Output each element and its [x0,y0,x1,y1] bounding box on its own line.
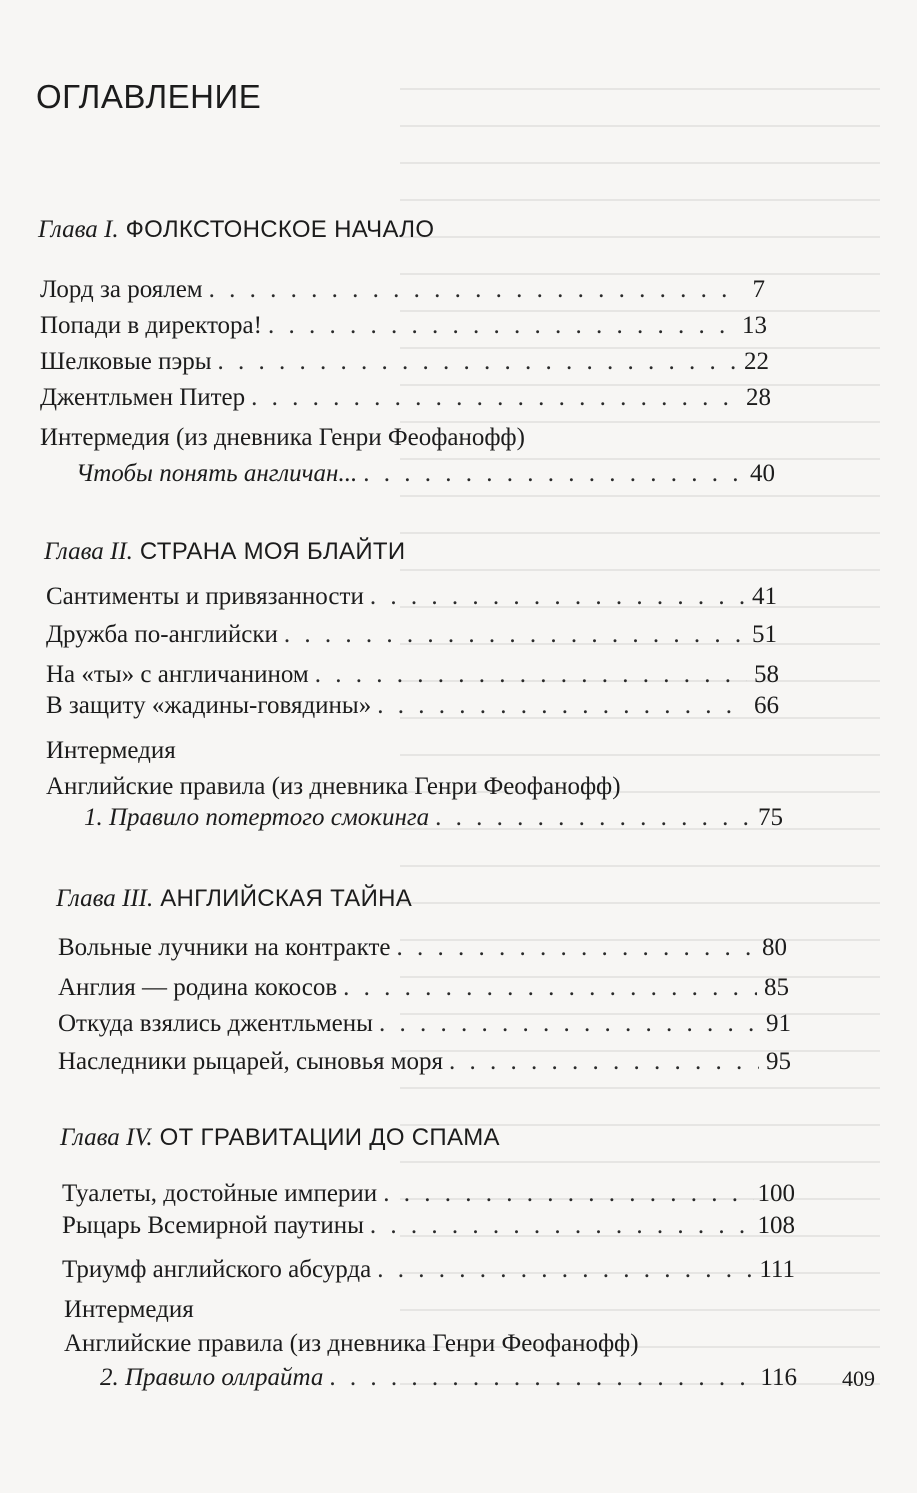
toc-entry [58,934,787,968]
dot-leader [329,1364,756,1392]
entry-title: Дружба по-английски [46,621,278,648]
dot-leader [268,312,735,340]
dot-leader [449,1048,759,1076]
page-number: 13 [742,312,767,339]
page-title: ОГЛАВЛЕНИЕ [36,78,262,115]
toc-entry [40,384,771,418]
toc-subentry [76,460,775,494]
dot-leader [218,348,737,376]
toc-entry [46,583,777,617]
interlude-title: Интермедия (из дневника Генри Феофанофф) [40,424,525,451]
entry-title: В защиту «жадины-говядины» [46,692,372,719]
chapter-title: ФОЛКСТОНСКОЕ НАЧАЛО [118,216,435,243]
page-number: 58 [754,661,779,688]
dot-leader [315,661,747,689]
rules-title: Английские правила (из дневника Генри Феофанофф) [64,1330,639,1357]
entry-title: 1. Правило потертого смокинга [84,804,430,831]
page-number: 41 [752,583,777,610]
page-number: 80 [762,934,787,961]
entry-title: Чтобы понять англичан... [76,460,358,487]
toc-entry [62,1180,795,1214]
page-number: 116 [760,1364,797,1391]
entry-title: Наследники рыцарей, сыновья моря [58,1048,444,1075]
page-number: 108 [757,1212,795,1239]
dot-leader [396,934,755,962]
page-number: 85 [764,974,789,1001]
chapter-title: АНГЛИЙСКАЯ ТАЙНА [153,885,413,912]
page-number: 75 [758,804,783,831]
entry-title: На «ты» с англичанином [46,661,309,688]
page-number: 7 [752,276,765,303]
page-number: 28 [746,384,771,411]
rules-title: Английские правила (из дневника Генри Феофанофф) [46,773,621,800]
toc-entry [40,312,767,346]
dot-leader [379,1010,759,1038]
page-number: 66 [754,692,779,719]
dot-leader [363,460,743,488]
page-number: 22 [744,348,769,375]
page-number: 111 [759,1256,795,1283]
dot-leader [377,1256,755,1284]
dot-leader [284,621,745,649]
page-number: 95 [766,1048,791,1075]
dot-leader [383,1180,753,1208]
dot-leader [370,1212,754,1240]
chapter-number: Глава IV. [60,1124,153,1151]
entry-title: Туалеты, достойные империи [62,1180,378,1207]
entry-title: Вольные лучники на контракте [58,934,391,961]
interlude-title: Интермедия [64,1296,194,1323]
dot-leader [435,804,751,832]
chapter-heading-1 [38,216,434,244]
dot-leader [343,974,757,1002]
toc-entry [46,661,779,695]
chapter-title: СТРАНА МОЯ БЛАЙТИ [132,538,406,565]
dot-leader [209,276,733,304]
dot-leader [370,583,745,611]
entry-title: Джентльмен Питер [40,384,246,411]
toc-entry [46,621,777,655]
dot-leader [377,692,747,720]
page-number: 51 [752,621,777,648]
page-number: 91 [766,1010,791,1037]
page-folio: 409 [842,1366,875,1391]
page-number: 40 [750,460,775,487]
toc-subentry [100,1364,797,1398]
chapter-heading-4 [60,1124,500,1152]
entry-title: 2. Правило оллрайта [100,1364,324,1391]
chapter-number: Глава II. [44,538,133,565]
chapter-heading-3 [56,885,412,913]
toc-entry [40,276,765,310]
toc-entry [46,692,779,726]
toc-entry [58,1010,791,1044]
entry-title: Англия — родина кокосов [58,974,338,1001]
entry-title: Шелковые пэры [40,348,212,375]
dot-leader [251,384,739,412]
toc-subentry [84,804,783,838]
entry-title: Рыцарь Всемирной паутины [62,1212,364,1239]
interlude-title: Интермедия [46,737,176,764]
toc-entry [62,1256,795,1290]
chapter-title: ОТ ГРАВИТАЦИИ ДО СПАМА [152,1124,500,1151]
toc-entry [62,1212,795,1246]
toc-entry [40,348,769,382]
chapter-number: Глава III. [56,885,154,912]
entry-title: Попади в директора! [40,312,262,339]
page-number: 100 [757,1180,795,1207]
toc-entry [58,1048,791,1082]
entry-title: Триумф английского абсурда [62,1256,372,1283]
chapter-number: Глава I. [38,216,119,243]
toc-entry [58,974,789,1008]
entry-title: Сантименты и привязанности [46,583,364,610]
chapter-heading-2 [44,538,405,566]
entry-title: Лорд за роялем [40,276,203,303]
entry-title: Откуда взялись джентльмены [58,1010,373,1037]
